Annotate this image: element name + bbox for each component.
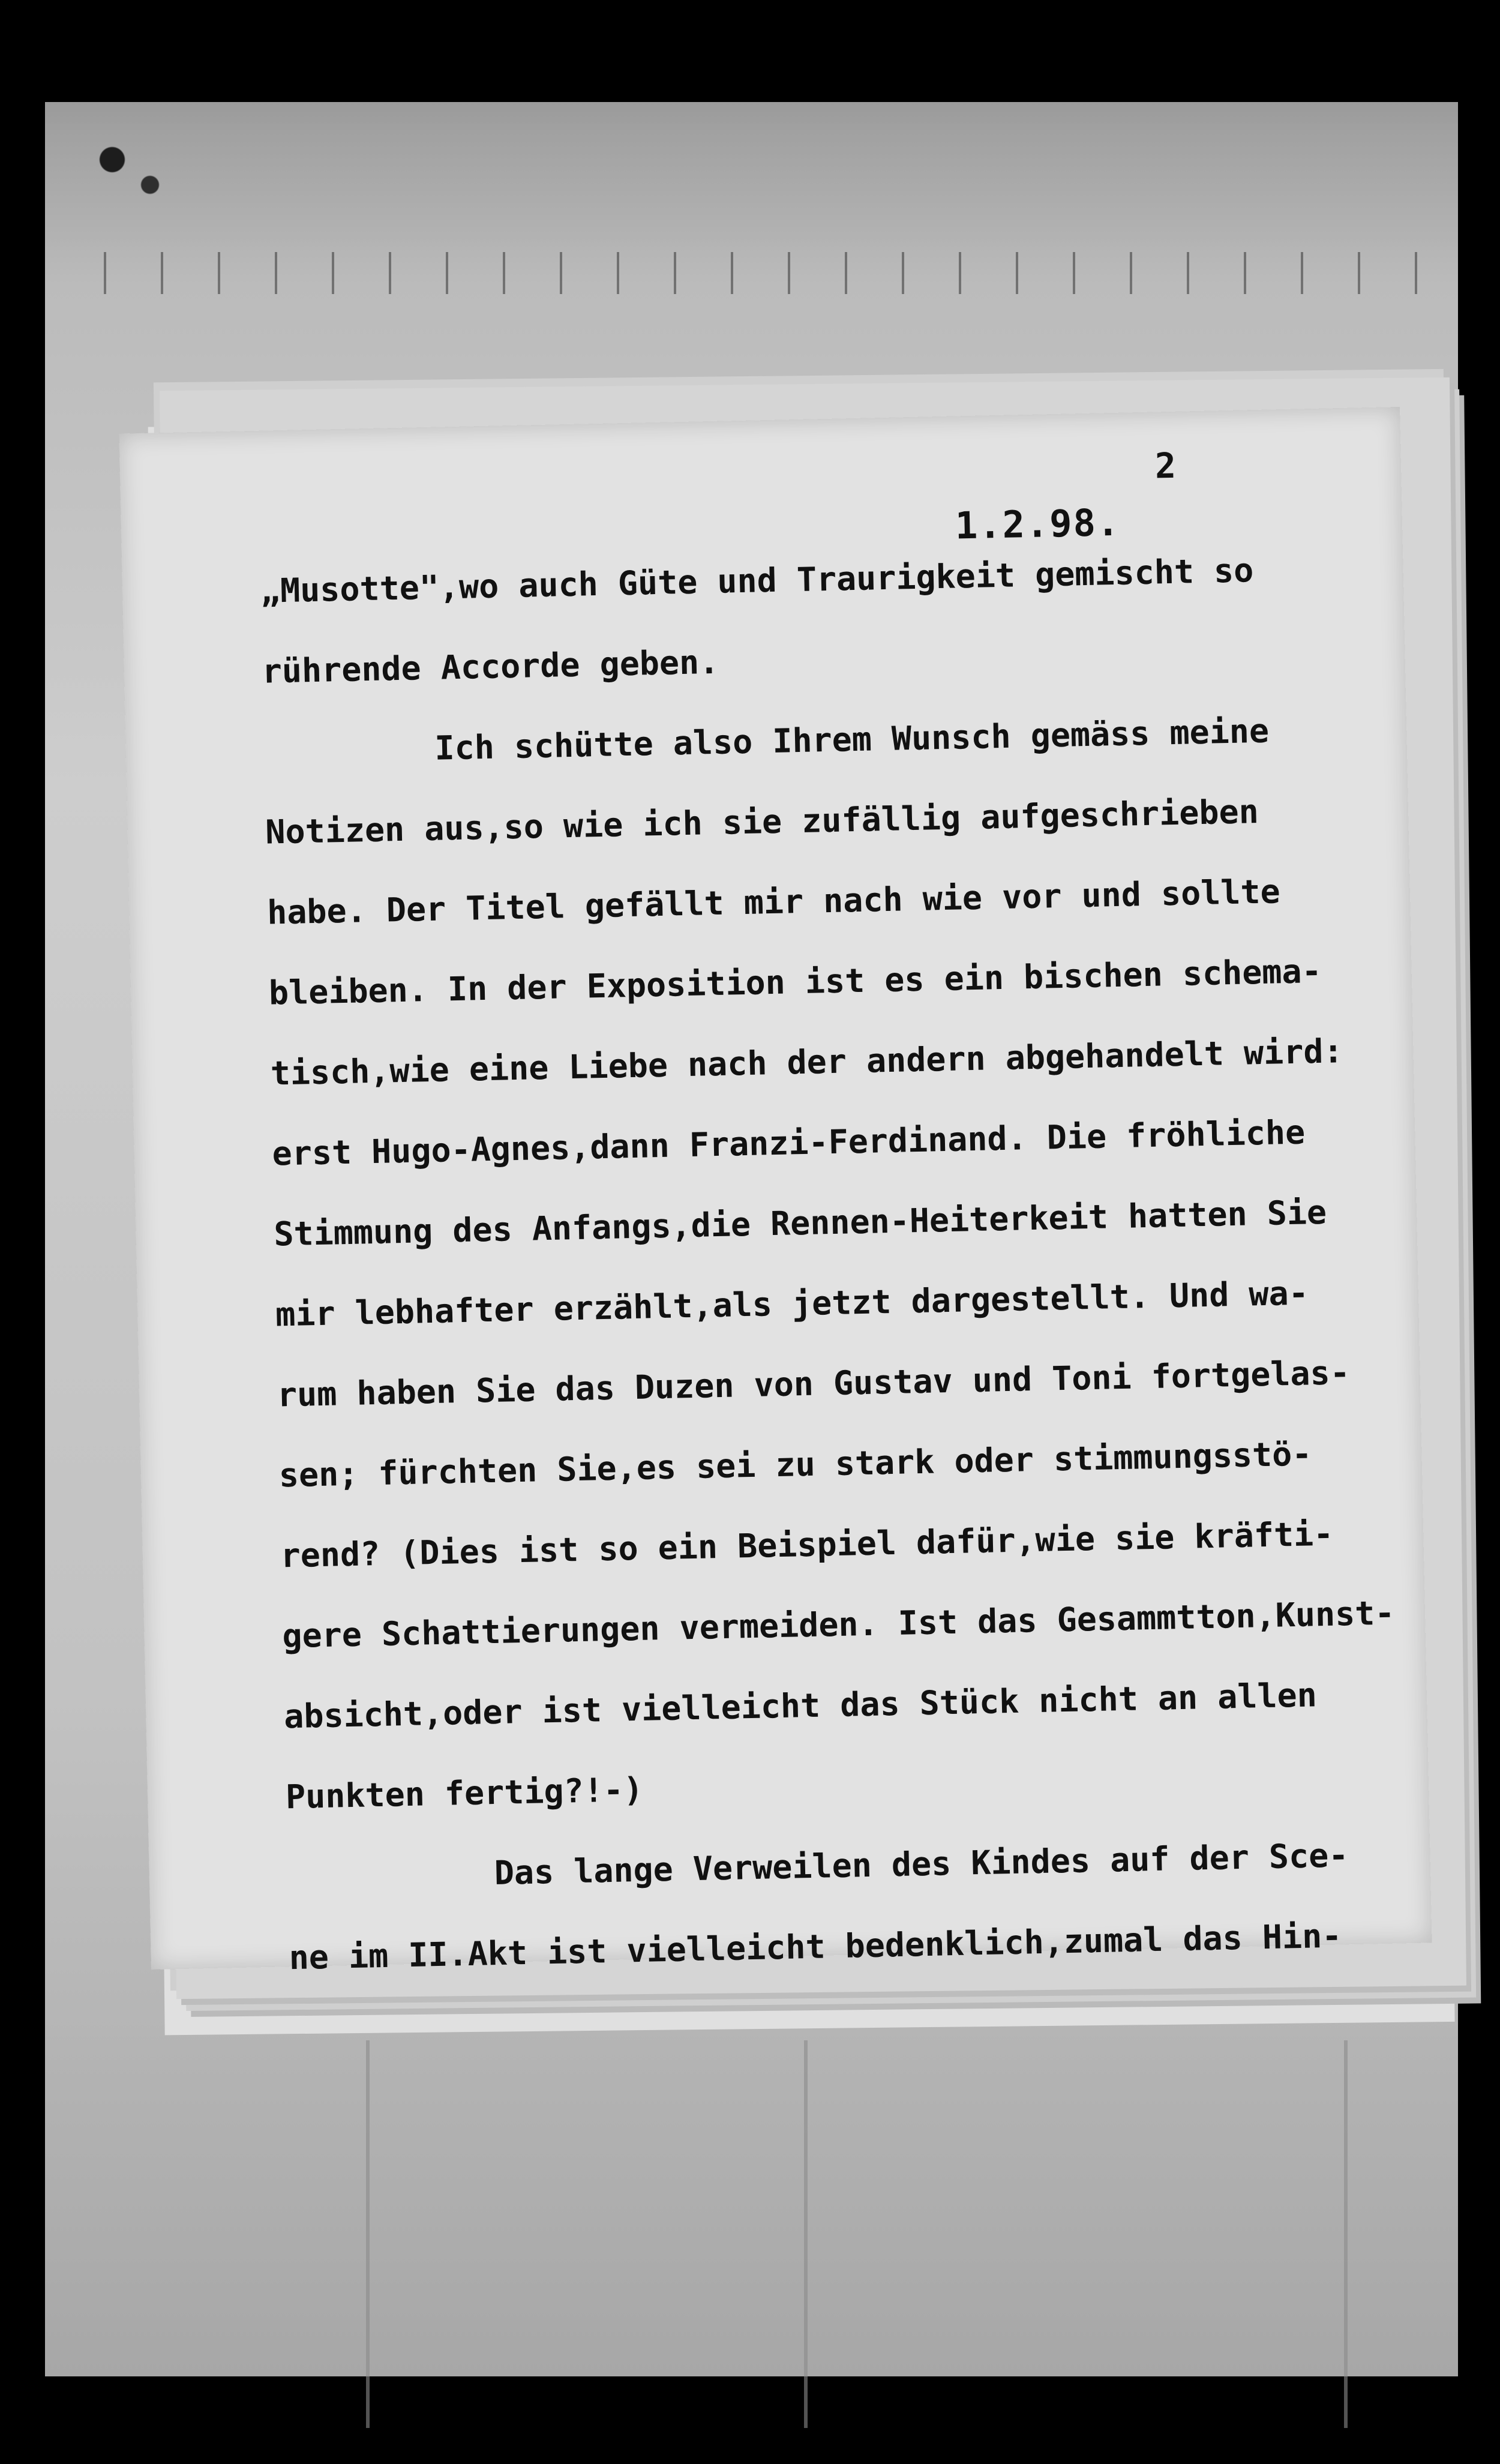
typed-letter-page	[119, 407, 1432, 1977]
text-line: gere Schattierungen vermeiden. Ist das Gesammtton,Kunst-	[281, 1593, 1396, 1656]
text-line: erst Hugo-Agnes,dann Franzi-Ferdinand. Die fröhliche	[271, 1113, 1306, 1173]
letter-body	[260, 527, 1430, 1998]
text-line: bleiben. In der Exposition ist es ein bischen schema-	[268, 951, 1322, 1012]
text-line: ne im II.Akt ist vielleicht bedenklich,zumal das Hin-	[289, 1916, 1342, 1977]
text-line: rührende Accorde geben.	[262, 642, 719, 691]
text-line: absicht,oder ist vielleicht das Stück nicht an allen	[283, 1675, 1318, 1736]
text-line: Punkten fertig?!-)	[285, 1770, 644, 1816]
text-line: Notizen aus,so wie ich sie zufällig aufgeschrieben	[265, 792, 1259, 852]
text-line: sen; fürchten Sie,es sei zu stark oder stimmungsstö-	[278, 1434, 1313, 1495]
ink-stain-mark	[69, 126, 177, 210]
text-line: rum haben Sie das Duzen von Gustav und Toni fortgelas-	[277, 1353, 1351, 1414]
letter-date: 1.2.98.	[955, 500, 1121, 548]
fold-line	[1344, 2040, 1348, 2428]
text-line: mir lebhafter erzählt,als jetzt dargestellt. Und wa-	[275, 1273, 1309, 1334]
perforation-marks	[81, 252, 1422, 294]
fold-line	[804, 2040, 808, 2428]
fold-line	[366, 2040, 370, 2428]
text-line: tisch,wie eine Liebe nach der andern abgehandelt wird:	[270, 1032, 1344, 1093]
text-line: rend? (Dies ist so ein Beispiel dafür,wie sie kräfti-	[280, 1514, 1334, 1575]
text-line: Das lange Verweilen des Kindes auf der Sce-	[494, 1836, 1349, 1893]
text-line: habe. Der Titel gefällt mir nach wie vor und sollte	[266, 872, 1281, 932]
page-number: 2	[1154, 445, 1177, 487]
text-line: „Musotte",wo auch Güte und Traurigkeit gemischt so	[260, 551, 1254, 610]
text-line: Stimmung des Anfangs,die Rennen-Heiterkeit hatten Sie	[273, 1192, 1327, 1254]
text-line: Ich schütte also Ihrem Wunsch gemäss meine	[434, 711, 1270, 768]
